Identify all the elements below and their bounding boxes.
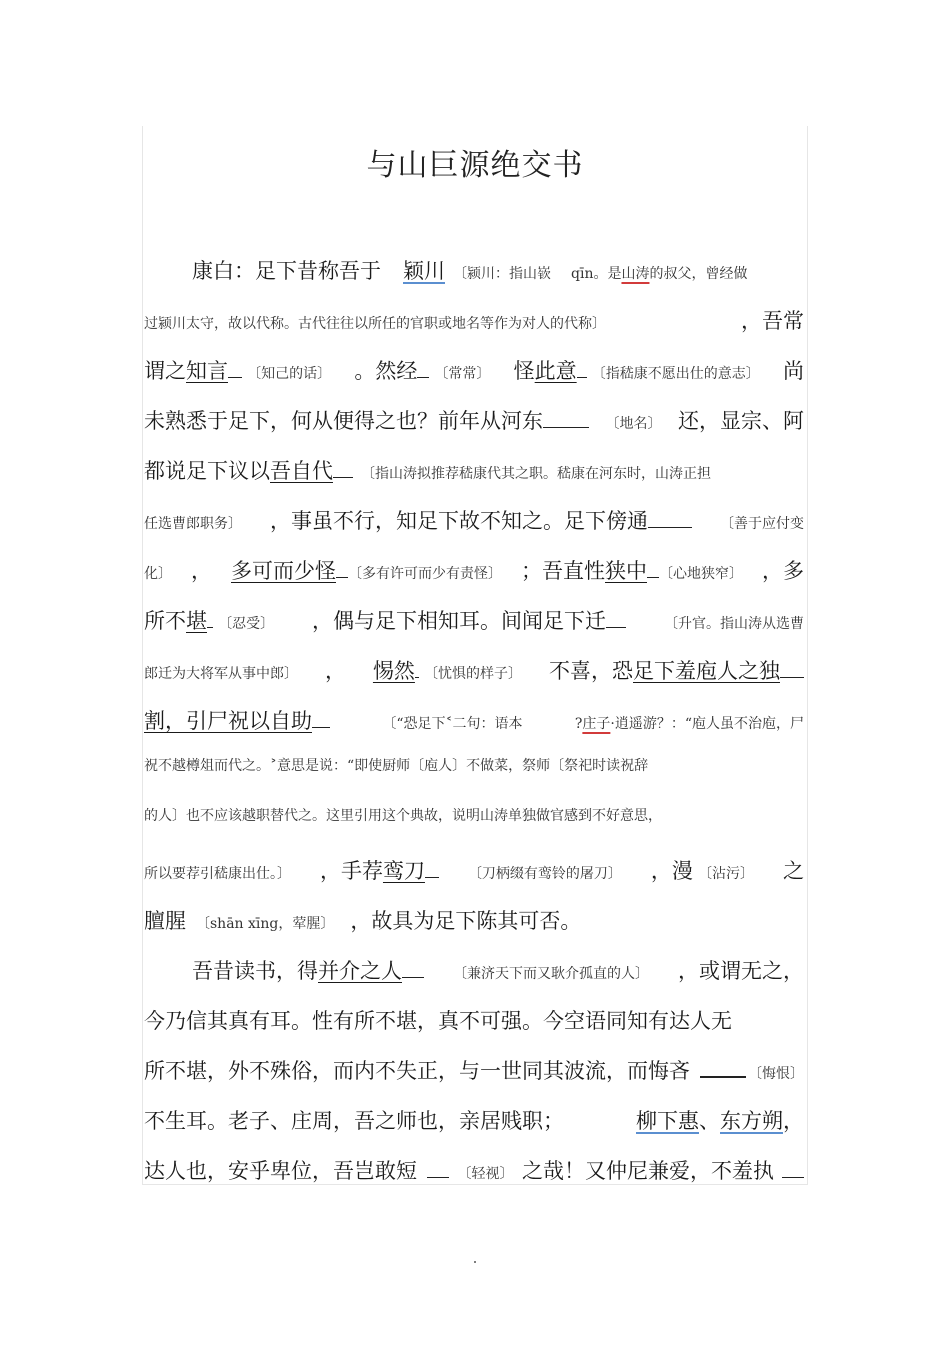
gloss: 〔知己的话〕 [247, 366, 332, 382]
main-text: 未熟悉于足下，何从便得之也？前年从河东 [144, 409, 543, 433]
main-text: ，偶与足下相知耳。间闻足下迁 [312, 609, 607, 633]
gloss: 〔“恐足下˂二句：语本 [382, 716, 523, 732]
main-text: 膻腥 [144, 909, 186, 933]
annotated-term: 吾自代 [270, 459, 333, 483]
main-text: ，手荐 [319, 859, 383, 883]
main-text: 康白：足下昔称吾于 [192, 259, 381, 283]
text-line-11 [144, 755, 804, 795]
main-text: 今乃信其真有耳。性有所不堪，真不可强。今空语同知有达人无 [144, 1009, 732, 1033]
main-text: ，故具为足下陈其可否。 [350, 909, 582, 933]
gloss: 〔指嵇康不愿出仕的意志〕 [591, 366, 760, 382]
main-text: 吾昔读书，得 [192, 959, 318, 983]
main-text: 。然经 [354, 359, 418, 383]
main-text: 不喜，恐 [549, 659, 633, 683]
text-line-14 [144, 905, 804, 945]
main-text: ，漫 [650, 859, 693, 883]
text-line-12 [144, 805, 804, 845]
annotated-term: 足下羞庖人之独 [633, 659, 780, 683]
main-text: ， [191, 559, 212, 583]
main-text: 怪 [513, 359, 535, 383]
text-line-13 [144, 855, 804, 895]
annotated-term: 柳下惠 [636, 1109, 699, 1133]
gloss: 〔颍川：指山嵚 [453, 266, 551, 282]
document-title: 与山巨源绝交书 [366, 148, 584, 183]
text-line-19 [144, 1155, 804, 1195]
annotated-term: 东方朔 [720, 1109, 783, 1133]
main-text: ， [324, 659, 346, 683]
text-line-3 [144, 355, 804, 395]
gloss: 化〕 [144, 566, 172, 582]
gloss: 〔多有许可而少有责怪〕 [348, 566, 502, 582]
gloss: 〔沾污〕 [698, 866, 754, 882]
gloss: 所以要荐引嵇康出仕。〕 [144, 866, 291, 882]
annotated-term: 狭中 [605, 559, 647, 583]
text-line-10 [144, 705, 804, 745]
annotated-term: 割，引尸祝以自助 [144, 709, 312, 733]
gloss: 〔升官。指山涛从选曹 [664, 616, 804, 632]
gloss: 〔轻视〕 [457, 1166, 514, 1182]
main-text: ， [783, 1109, 804, 1133]
page-footer-mark [474, 1261, 476, 1263]
text-line-5 [144, 455, 804, 495]
gloss: 〔心地狭窄〕 [659, 566, 743, 582]
text-line-2 [144, 305, 804, 345]
main-text: 不生耳。老子、庄周，吾之师也，亲居贱职； [144, 1109, 564, 1133]
annotated-term: 颖川 [403, 259, 445, 283]
text-line-17 [144, 1055, 804, 1095]
text-line-7 [144, 555, 804, 595]
gloss: ? [574, 716, 583, 732]
gloss: 任选曹郎职务〕 [144, 516, 242, 532]
gloss: 〔地名〕 [605, 416, 662, 432]
gloss: 〔刀柄缀有鸾铃的屠刀〕 [467, 866, 622, 882]
annotated-term: 并介之人 [318, 959, 402, 983]
annotated-term: 知言 [186, 359, 228, 383]
gloss: ·逍遥游？：“庖人虽不治庖，尸 [610, 716, 804, 732]
main-text: 谓之 [144, 359, 186, 383]
text-line-18 [144, 1105, 804, 1145]
gloss: 〔指山涛拟推荐嵇康代其之职。嵇康在河东时，山涛正担 [361, 466, 711, 482]
main-text: ；吾直性 [521, 559, 605, 583]
text-line-9 [144, 655, 804, 695]
main-text: 还，显宗、阿 [678, 409, 804, 433]
annotated-term: 此意 [534, 359, 577, 383]
annotated-term: 多可而少怪 [231, 559, 336, 583]
gloss-term: 庄子 [582, 716, 611, 732]
main-text: 所不 [144, 609, 186, 633]
main-text: 尚 [782, 359, 804, 383]
annotated-term: 惕然 [372, 659, 415, 683]
text-line-16 [144, 1005, 804, 1045]
gloss: qīn。是 [571, 266, 622, 282]
gloss: 〔悔恨〕 [748, 1066, 804, 1082]
gloss: 过颍川太守，故以代称。古代往往以所任的官职或地名等作为对人的代称〕 [144, 316, 606, 332]
main-text: 之 [782, 859, 804, 883]
gloss: 郎迁为大将军从事中郎〕 [144, 666, 298, 682]
text-line-8 [144, 605, 804, 645]
text-line-6 [144, 505, 804, 545]
main-text: ，或谓无之， [678, 959, 804, 983]
text-line-1 [192, 255, 792, 295]
main-text: 所不堪，外不殊俗，而内不失正，与一世同其波流，而悔吝 [144, 1059, 690, 1083]
main-text: ，事虽不行，知足下故不知之。足下傍通 [270, 509, 648, 533]
gloss: 〔常常〕 [434, 366, 491, 382]
gloss: 〔shān xīng，荤腥〕 [196, 916, 335, 932]
main-text: ，吾常 [741, 309, 804, 333]
gloss: 〔兼济天下而又耿介孤直的人〕 [453, 966, 649, 982]
main-text: 都说足下议以 [144, 459, 270, 483]
main-text: ，多 [762, 559, 804, 583]
text-line-4 [144, 405, 804, 445]
main-text: 、 [699, 1109, 720, 1133]
gloss: 〔忧惧的样子〕 [424, 666, 523, 682]
gloss: 祝不越樽俎而代之。˃意思是说：“即使厨师〔庖人〕不做菜，祭师〔祭祀时读祝辞 [144, 758, 649, 774]
gloss: 的叔父，曾经做 [649, 266, 748, 282]
text-line-15 [192, 955, 804, 995]
main-text: 之哉！又仲尼兼爱，不羞执 [522, 1159, 774, 1183]
main-text: 达人也，安乎卑位，吾岂敢短 [144, 1159, 417, 1183]
gloss: 〔善于应付变 [720, 516, 804, 532]
gloss: 的人〕也不应该越职替代之。这里引用这个典故，说明山涛单独做官感到不好意思， [144, 808, 662, 824]
gloss-term: 山涛 [621, 266, 650, 282]
annotated-term: 鸾刀 [382, 859, 425, 883]
annotated-term: 堪 [186, 609, 207, 633]
gloss: 〔忍受〕 [218, 616, 275, 632]
